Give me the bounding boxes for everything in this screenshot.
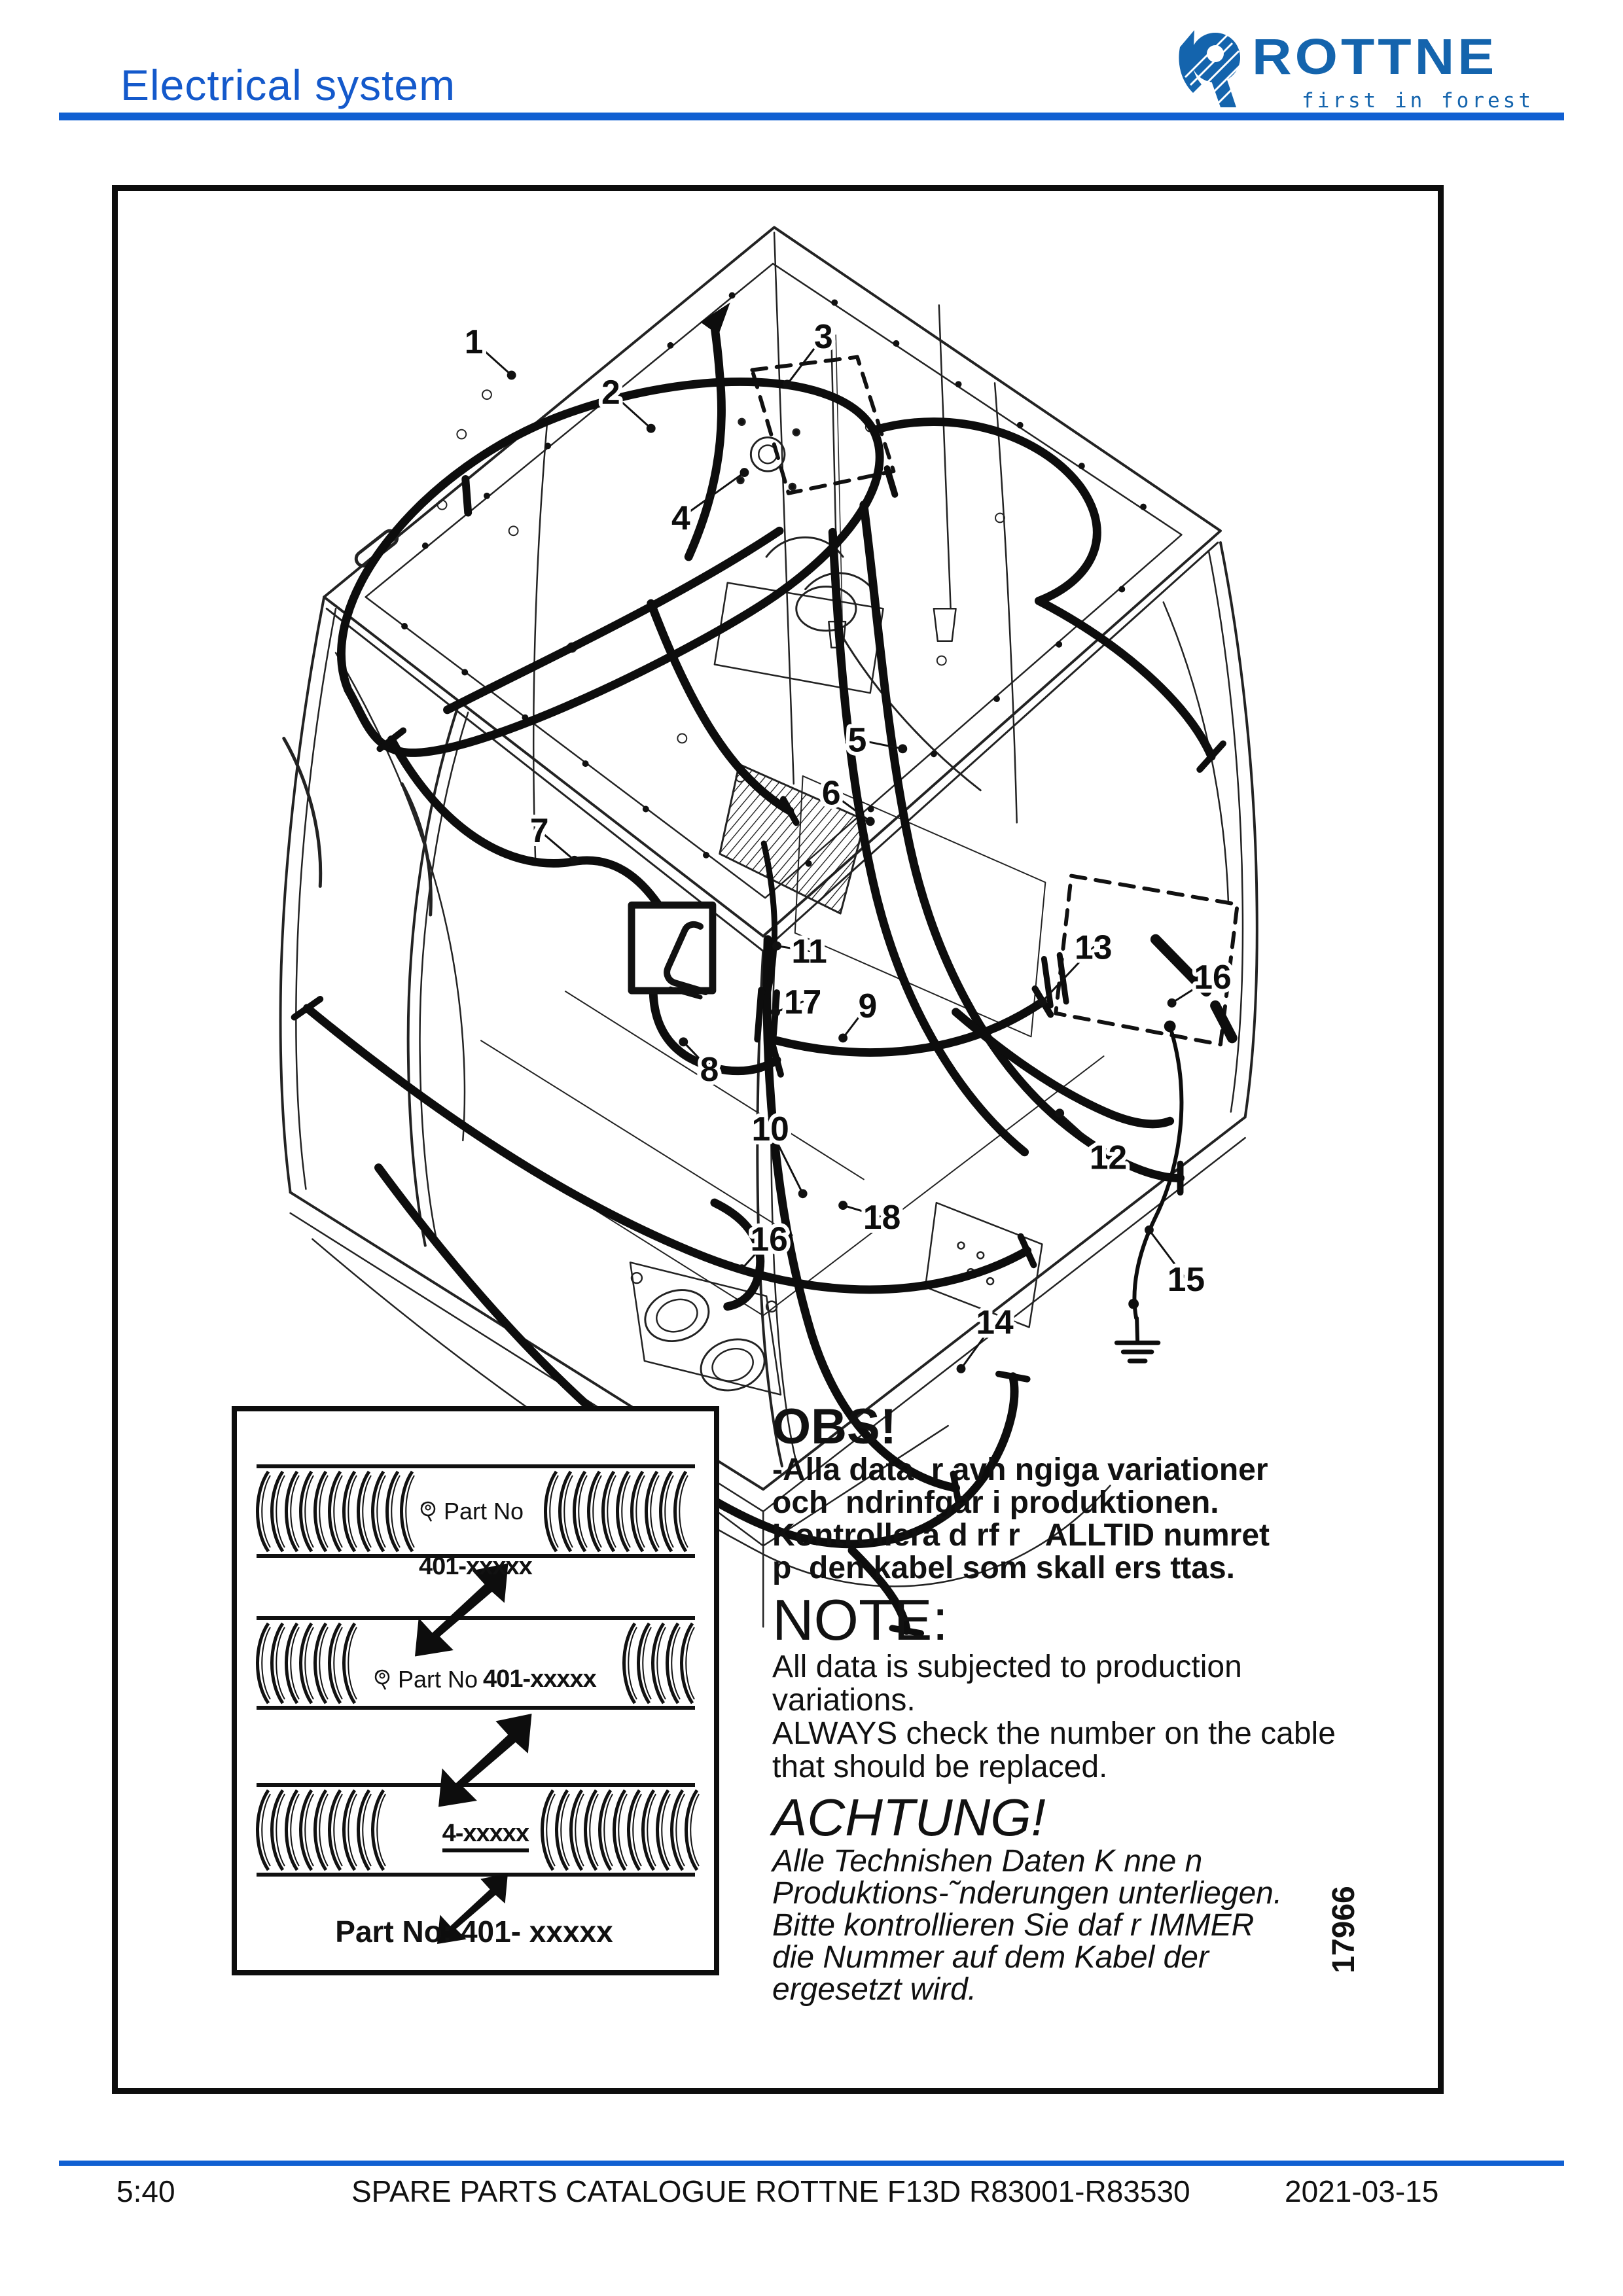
cable-coil-stroke xyxy=(262,1794,270,1866)
cable-coil-stroke xyxy=(348,1475,357,1547)
cable-coil-stroke xyxy=(291,1794,299,1866)
cable-coil-stroke xyxy=(564,1475,573,1547)
cable-coil-stroke xyxy=(334,1475,342,1547)
obs-heading: OBS! xyxy=(772,1399,897,1455)
note-line: that should be replaced. xyxy=(772,1749,1108,1784)
cable-coil-stroke xyxy=(546,1794,555,1866)
footer-date: 2021-03-15 xyxy=(1285,2174,1439,2208)
callout-number: 5 xyxy=(847,720,867,759)
obs-line: -Alla data r avh ngiga variationer xyxy=(772,1453,1268,1488)
achtung-line: Bitte kontrollieren Sie daf r IMMER xyxy=(772,1908,1255,1943)
achtung-line: Alle Technishen Daten K nne n xyxy=(772,1844,1203,1879)
achtung-line: Produktions-˜nderungen unterliegen. xyxy=(772,1876,1283,1911)
callout-target-dot xyxy=(570,856,579,865)
cable1-label: Part No 401-xxxxx xyxy=(419,1498,532,1580)
cable-coil-stroke xyxy=(291,1475,299,1547)
callout-number: 12 xyxy=(1089,1138,1128,1176)
callout-target-dot xyxy=(866,817,875,826)
cable-coil-stroke xyxy=(690,1794,699,1866)
cable-coil-stroke xyxy=(628,1627,637,1699)
callout-number: 7 xyxy=(529,811,549,850)
cable-coil-stroke xyxy=(636,1475,645,1547)
cable-coil-stroke xyxy=(643,1627,651,1699)
cable-coil-stroke xyxy=(676,1794,685,1866)
callout-number: 13 xyxy=(1075,928,1113,966)
callout-target-dot xyxy=(1168,998,1177,1008)
obs-line: p den kabel som skall ers ttas. xyxy=(772,1551,1235,1586)
inset-caption: Part No: 401- xxxxx xyxy=(335,1915,613,1949)
callout-target-dot xyxy=(679,1037,688,1046)
cable-coil-stroke xyxy=(651,1475,659,1547)
cable-coil-stroke xyxy=(593,1475,601,1547)
header-rule xyxy=(59,113,1564,120)
part-number-inset xyxy=(232,1406,719,1975)
cable-coil-stroke xyxy=(665,1475,673,1547)
cable2-label: Part No 401-xxxxx xyxy=(373,1642,596,1717)
cable-coil-stroke xyxy=(334,1627,342,1699)
cable-coil-stroke xyxy=(334,1794,342,1866)
achtung-heading: ACHTUNG! xyxy=(772,1788,1046,1846)
logo-brand-text: ROTTNE xyxy=(1252,27,1498,85)
cable-coil-stroke xyxy=(377,1475,385,1547)
logo-tagline: first in forest xyxy=(1302,89,1534,113)
rottne-logo-icon xyxy=(1175,30,1248,109)
callout-target-dot xyxy=(957,1364,966,1373)
cable-coil-stroke xyxy=(647,1794,656,1866)
cable-coil-stroke xyxy=(604,1794,613,1866)
achtung-line: ergesetzt wird. xyxy=(772,1972,977,2007)
cable-coil-stroke xyxy=(291,1627,299,1699)
obs-line: Kontrollera d rf r ALLTID numret xyxy=(772,1518,1270,1553)
cable-coil-stroke xyxy=(305,1475,313,1547)
cable-coil-stroke xyxy=(550,1475,558,1547)
cable-coil-stroke xyxy=(377,1794,385,1866)
cable-coil-stroke xyxy=(262,1475,270,1547)
callout-number: 1 xyxy=(464,322,484,361)
cable-coil-stroke xyxy=(305,1627,313,1699)
cable-coil-stroke xyxy=(679,1475,688,1547)
page-title: Electrical system xyxy=(120,61,456,109)
callout-target-dot xyxy=(772,942,781,951)
cable-coil-stroke xyxy=(319,1627,328,1699)
callout-target-dot xyxy=(1037,997,1046,1006)
cable-coil-stroke xyxy=(575,1794,584,1866)
callout-target-dot xyxy=(1145,1226,1154,1235)
callout-target-dot xyxy=(507,370,516,380)
obs-line: och ndrinfgar i produktionen. xyxy=(772,1485,1219,1521)
callout-target-dot xyxy=(838,1033,847,1042)
cable-coil-stroke xyxy=(348,1627,357,1699)
callout-number: 8 xyxy=(700,1050,719,1088)
footer-catalogue-title: SPARE PARTS CATALOGUE ROTTNE F13D R83001-R83530 xyxy=(351,2174,1190,2208)
cable-coil-stroke xyxy=(276,1627,285,1699)
callout-target-dot xyxy=(838,1201,847,1210)
footer-page-number: 5:40 xyxy=(116,2174,175,2208)
cable-coil-stroke xyxy=(276,1475,285,1547)
callout-number: 16 xyxy=(1194,958,1232,997)
callout-number: 4 xyxy=(671,499,690,537)
cable-coil-stroke xyxy=(579,1475,587,1547)
callout-number: 15 xyxy=(1167,1260,1205,1299)
cable-coil-stroke xyxy=(657,1627,666,1699)
callout-number: 11 xyxy=(791,932,827,970)
callout-number: 17 xyxy=(783,982,822,1021)
pointer-arrows xyxy=(415,1563,532,1944)
cable-coil-stroke xyxy=(561,1794,569,1866)
callout-target-dot xyxy=(1055,1108,1064,1118)
cable-coil-stroke xyxy=(671,1627,680,1699)
note-heading: NOTE: xyxy=(772,1587,948,1653)
cable-coil-stroke xyxy=(363,1475,371,1547)
cable-coil-stroke xyxy=(391,1475,400,1547)
rottne-mini-mark-icon xyxy=(419,1501,438,1522)
callout-target-dot xyxy=(738,1264,747,1273)
cable-coil-stroke xyxy=(406,1475,414,1547)
footer-rule xyxy=(59,2161,1564,2166)
cable-coil-stroke xyxy=(305,1794,313,1866)
cable3-label: 4-xxxxx xyxy=(419,1808,529,1860)
cable-coil-stroke xyxy=(607,1475,616,1547)
callout-target-dot xyxy=(771,1008,780,1017)
callout-target-dot xyxy=(740,468,749,477)
cable-coil-stroke xyxy=(262,1627,270,1699)
callout-number: 3 xyxy=(814,317,833,355)
cable-coil-stroke xyxy=(363,1794,371,1866)
cable-coil-stroke xyxy=(590,1794,598,1866)
rottne-mini-mark-icon xyxy=(373,1669,393,1690)
callout-number: 2 xyxy=(601,373,620,412)
cable-coil-stroke xyxy=(348,1794,357,1866)
callout-number: 6 xyxy=(821,773,841,812)
figure-frame xyxy=(112,185,1444,2094)
callout-target-dot xyxy=(898,744,907,753)
cable-coil-stroke xyxy=(686,1627,694,1699)
callout-number: 18 xyxy=(863,1197,901,1236)
achtung-line: die Nummer auf dem Kabel der xyxy=(772,1940,1209,1975)
figure-number: 17966 xyxy=(1327,1886,1361,1973)
cable-coil-stroke xyxy=(618,1794,627,1866)
note-line: All data is subjected to production xyxy=(772,1649,1242,1684)
note-line: variations. xyxy=(772,1682,916,1718)
cable-coil-stroke xyxy=(319,1794,328,1866)
callout-number: 10 xyxy=(751,1110,789,1148)
seat-icon xyxy=(632,905,713,997)
cable-coil-stroke xyxy=(276,1794,285,1866)
callout-number: 9 xyxy=(858,986,878,1025)
cable-coil-stroke xyxy=(622,1475,630,1547)
callout-target-dot xyxy=(647,424,656,433)
cable-coil-stroke xyxy=(319,1475,328,1547)
note-line: ALWAYS check the number on the cable xyxy=(772,1716,1336,1751)
cable-coil-stroke xyxy=(662,1794,670,1866)
callout-number: 14 xyxy=(976,1303,1014,1341)
callout-number: 16 xyxy=(750,1220,788,1258)
callout-target-dot xyxy=(783,380,792,389)
callout-target-dot xyxy=(798,1189,808,1198)
rottne-logo xyxy=(1175,27,1538,113)
cable-coil-stroke xyxy=(633,1794,641,1866)
